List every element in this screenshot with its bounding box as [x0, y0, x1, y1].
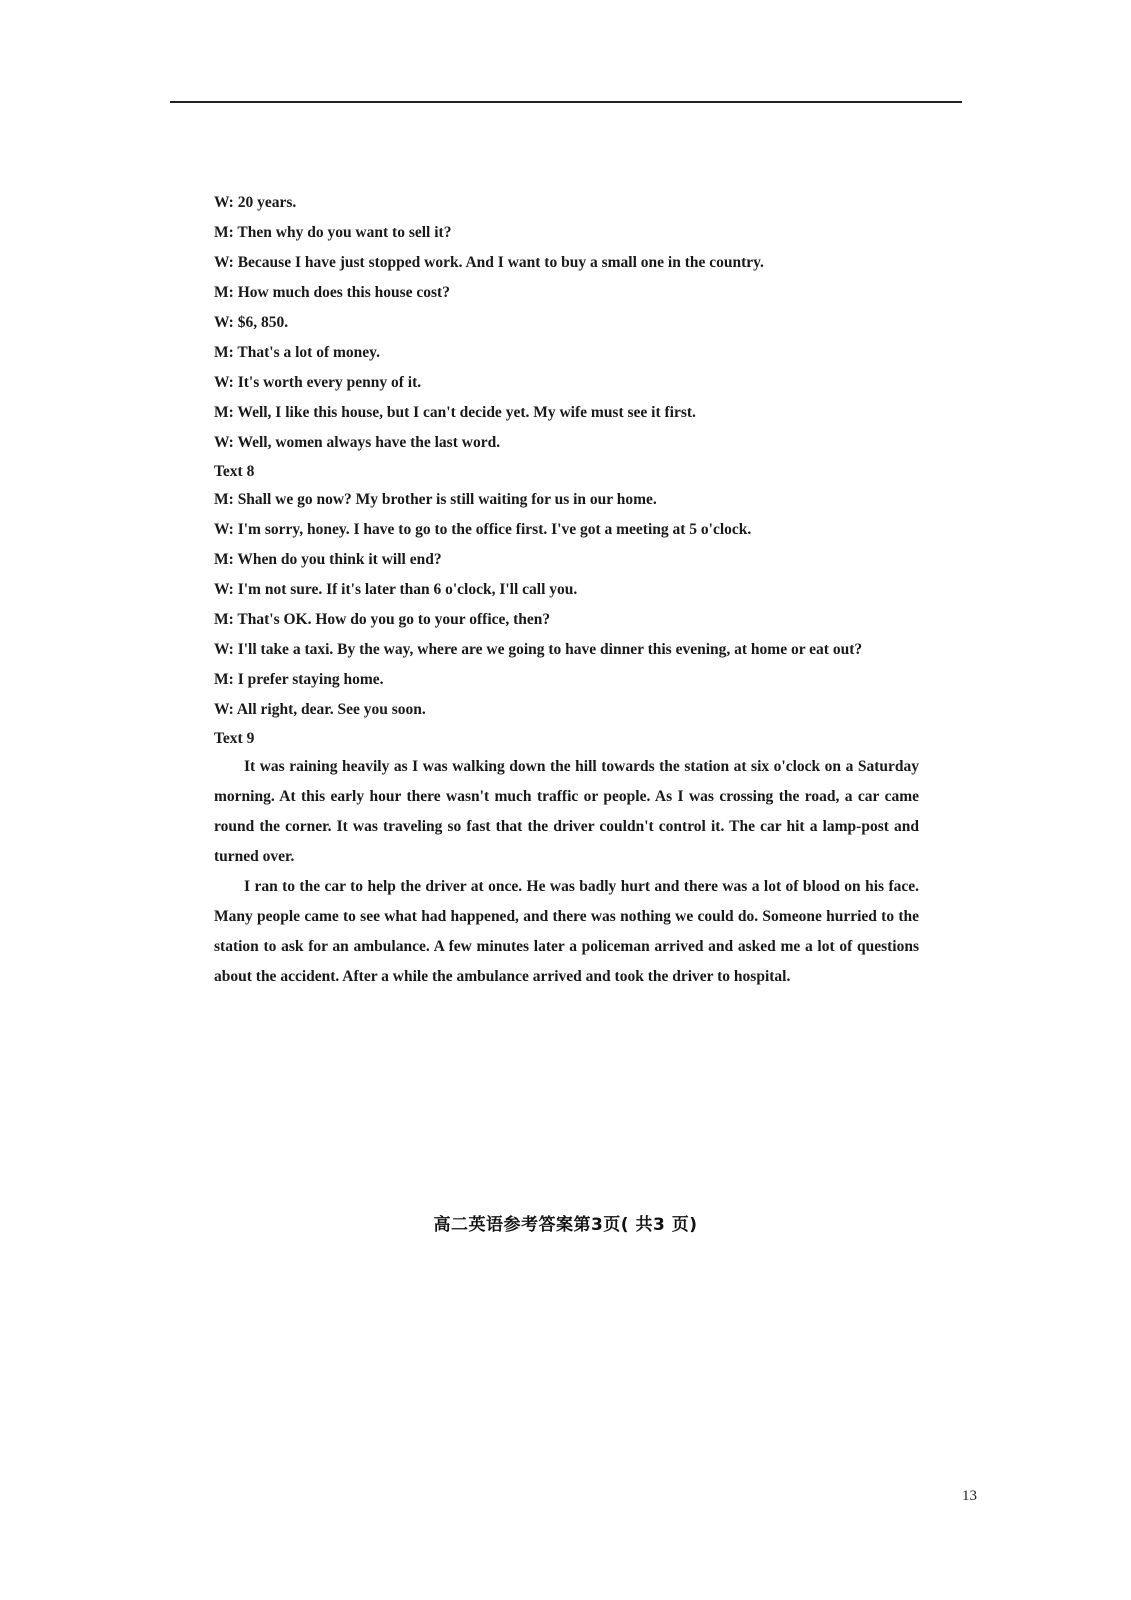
- dialog-line: [214, 605, 919, 635]
- dialog-text: Shall we go now? My brother is still waiting for us in our home.: [237, 491, 657, 508]
- page-content: [214, 188, 919, 992]
- speaker-separator: :: [228, 374, 234, 391]
- speaker-separator: :: [228, 344, 234, 361]
- speaker-label: W: [214, 521, 229, 538]
- dialog-line: [214, 485, 919, 515]
- dialog-line: [214, 428, 919, 458]
- dialog-text: When do you think it will end?: [237, 551, 442, 568]
- speaker-separator: :: [228, 491, 234, 508]
- page-footer: 高二英语参考答案第3页( 共3 页): [433, 1215, 698, 1235]
- dialog-line: [214, 188, 919, 218]
- speaker-separator: :: [228, 611, 234, 628]
- dialog-line: [214, 665, 919, 695]
- speaker-label: M: [214, 344, 229, 361]
- dialog-line: [214, 368, 919, 398]
- speaker-separator: :: [228, 641, 234, 658]
- speaker-label: W: [214, 194, 229, 211]
- speaker-separator: :: [228, 224, 234, 241]
- dialog-text: That's a lot of money.: [237, 344, 380, 361]
- dialog-text: All right, dear. See you soon.: [236, 701, 426, 718]
- speaker-separator: :: [228, 404, 234, 421]
- dialog-line: [214, 515, 919, 545]
- header-rule: [170, 101, 962, 103]
- dialog-text: 20 years.: [237, 194, 297, 211]
- speaker-label: W: [214, 641, 229, 658]
- speaker-separator: :: [228, 671, 234, 688]
- dialog-line: [214, 338, 919, 368]
- speaker-label: M: [214, 491, 229, 508]
- speaker-separator: :: [228, 284, 234, 301]
- speaker-label: W: [214, 314, 229, 331]
- speaker-label: M: [214, 611, 229, 628]
- speaker-separator: :: [228, 701, 234, 718]
- text8-heading: Text 8: [214, 463, 255, 480]
- dialog-block-a: [214, 188, 919, 458]
- dialog-line: [214, 398, 919, 428]
- speaker-separator: :: [228, 254, 234, 271]
- speaker-separator: :: [228, 434, 234, 451]
- speaker-label: W: [214, 581, 229, 598]
- speaker-label: M: [214, 671, 229, 688]
- speaker-label: M: [214, 224, 229, 241]
- speaker-separator: :: [228, 581, 234, 598]
- speaker-separator: :: [228, 314, 234, 331]
- dialog-text: Then why do you want to sell it?: [237, 224, 452, 241]
- speaker-separator: :: [228, 521, 234, 538]
- speaker-label: W: [214, 254, 229, 271]
- text9-heading: Text 9: [214, 730, 255, 747]
- dialog-text: It's worth every penny of it.: [237, 374, 422, 391]
- speaker-separator: :: [228, 551, 234, 568]
- dialog-block-b: [214, 485, 919, 725]
- speaker-label: W: [214, 434, 229, 451]
- dialog-line: [214, 218, 919, 248]
- text9-paragraph-1: It was raining heavily as I was walking down the hill towards the station at six o'clock on a Saturday morning. At this early hour there wasn't much traffic or people. As I was crossing the road, a car came round the corner. It was traveling so fast that the driver couldn't control it. The car hit a lamp-post and turned over.: [214, 758, 919, 865]
- dialog-text: I'll take a taxi. By the way, where are we going to have dinner this evening, at home or eat out?: [237, 641, 863, 658]
- dialog-line: [214, 545, 919, 575]
- dialog-text: Because I have just stopped work. And I want to buy a small one in the country.: [237, 254, 764, 271]
- speaker-label: M: [214, 551, 229, 568]
- speaker-label: W: [214, 374, 229, 391]
- dialog-text: I'm sorry, honey. I have to go to the office first. I've got a meeting at 5 o'clock.: [237, 521, 752, 538]
- text9-paragraph-2: I ran to the car to help the driver at once. He was badly hurt and there was a lot of blood on his face. Many people came to see what had happened, and there was nothing we could do. Someone hurried to the station to ask for an ambulance. A few minutes later a policeman arrived and asked me a lot of questions about the accident. After a while the ambulance arrived and took the driver to hospital.: [214, 878, 919, 985]
- dialog-line: [214, 278, 919, 308]
- speaker-label: M: [214, 284, 229, 301]
- dialog-line: [214, 575, 919, 605]
- dialog-text: I'm not sure. If it's later than 6 o'clock, I'll call you.: [237, 581, 578, 598]
- dialog-text: How much does this house cost?: [237, 284, 450, 301]
- dialog-text: That's OK. How do you go to your office, then?: [237, 611, 551, 628]
- speaker-label: W: [214, 701, 229, 718]
- dialog-line: [214, 308, 919, 338]
- speaker-label: M: [214, 404, 229, 421]
- speaker-separator: :: [228, 194, 234, 211]
- dialog-line: [214, 635, 919, 665]
- dialog-text: I prefer staying home.: [237, 671, 384, 688]
- dialog-line: [214, 695, 919, 725]
- page-number: 13: [962, 1488, 977, 1504]
- dialog-text: Well, I like this house, but I can't decide yet. My wife must see it first.: [237, 404, 696, 421]
- dialog-text: Well, women always have the last word.: [237, 434, 501, 451]
- dialog-line: [214, 248, 919, 278]
- dialog-text: $6, 850.: [237, 314, 289, 331]
